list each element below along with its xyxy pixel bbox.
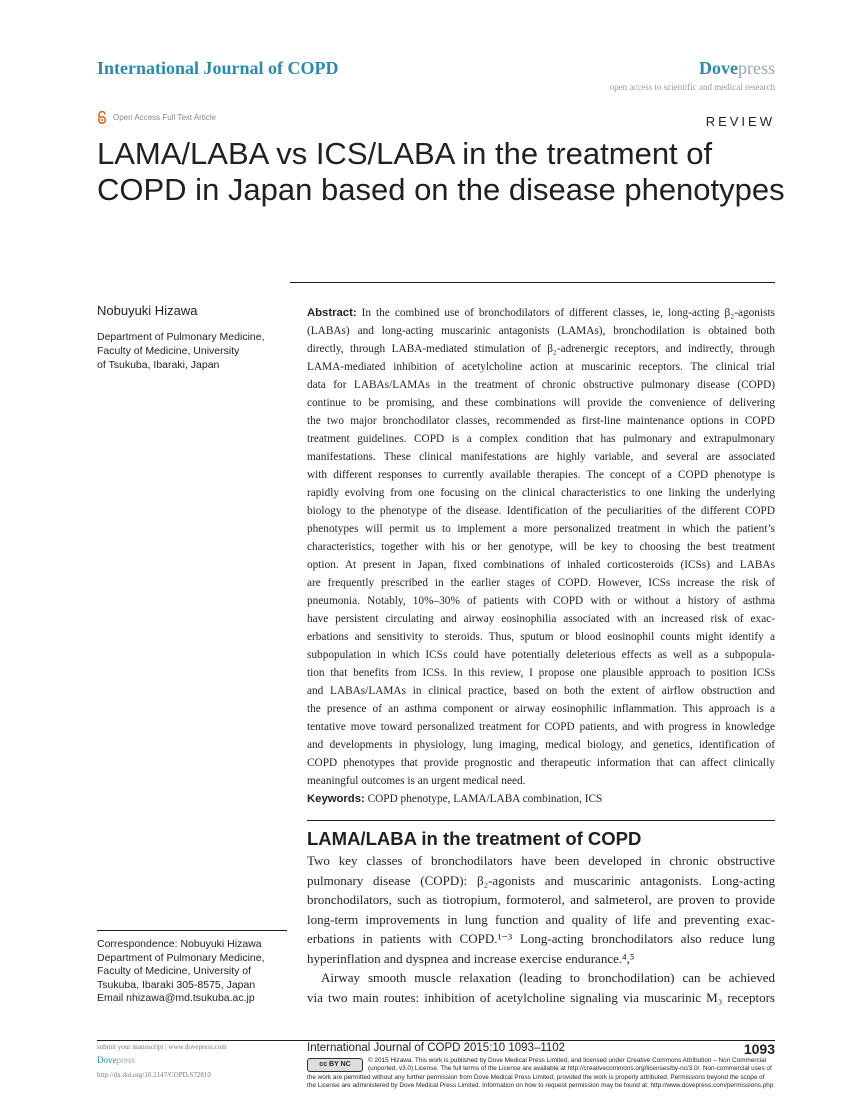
submit-manuscript-link[interactable]: submit your manuscript | www.dovepress.com xyxy=(97,1043,227,1051)
body-line: Airway smooth muscle relaxation (leading to bronchodilation) can be achieved xyxy=(321,970,775,985)
abstract-line: manifestations. These clinical manifestations are highly variable, and several are associated xyxy=(307,451,775,463)
footer-dove-logo xyxy=(97,1055,135,1065)
abstract-line: rapidly evolving from one focusing on the clinical characteristics to one linking the underlying xyxy=(307,487,775,499)
correspondence-line: Tsukuba, Ibaraki 305-8575, Japan xyxy=(97,978,256,991)
publisher-logo xyxy=(699,58,775,79)
correspondence-email[interactable]: Email nhizawa@md.tsukuba.ac.jp xyxy=(97,992,255,1004)
body-line: pulmonary disease (COPD): β₂-agonists and muscarinic antagonists. Long-acting xyxy=(307,872,775,888)
title-line: LAMA/LABA vs ICS/LABA in the treatment of xyxy=(97,136,713,171)
publisher-logo-a: Dove xyxy=(699,58,738,78)
license-block xyxy=(307,1057,775,1090)
divider xyxy=(97,930,287,931)
abstract-line: directly, through LABA-mediated stimulation of β₂-adrenergic receptors, and indirectly, through xyxy=(307,343,775,355)
open-access-lock-icon xyxy=(97,111,107,124)
affiliation-line: of Tsukuba, Ibaraki, Japan xyxy=(97,359,220,371)
divider xyxy=(307,820,775,821)
body-line: via two main routes: inhibition of acetylcholine signaling via muscarinic M₃ receptors xyxy=(307,989,775,1005)
abstract-line: treatment guidelines. COPD is a complex condition that has pulmonary and extrapulmonary xyxy=(307,433,775,445)
keywords-text: COPD phenotype, LAMA/LABA combination, ICS xyxy=(364,793,603,805)
abstract-line: are frequently prescribed in the earlier stages of COPD. However, ICSs increase the risk of xyxy=(307,577,775,589)
correspondence xyxy=(97,938,265,1006)
abstract xyxy=(307,304,775,790)
citation: International Journal of COPD 2015:10 1093–1102 xyxy=(307,1042,566,1054)
abstract-line: subpopulation in which ICSs could have potentially deleterious effects as well as a subpopula- xyxy=(307,649,775,661)
abstract-line: and LABAs/LAMAs in clinical practice, based on both the extent of airflow obstruction and xyxy=(307,685,775,697)
abstract-line: tion that benefits from ICSs. In this review, I propose one plausible approach to position ICSs xyxy=(307,667,775,679)
journal-title: International Journal of COPD xyxy=(97,58,339,78)
section-body xyxy=(307,851,775,1007)
abstract-label: Abstract: xyxy=(307,307,357,319)
abstract-line: data for LABAs/LAMAs in the treatment of chronic obstructive pulmonary disease (COPD) xyxy=(307,379,775,391)
affiliation-line: Faculty of Medicine, University xyxy=(97,345,240,357)
abstract-line: phenotypes will permit us to implement a more personalized treatment in which the patient’s xyxy=(307,523,775,535)
body-line: long-term improvements in lung function and quality of life and preventing exac- xyxy=(307,911,775,927)
publisher-logo-b: press xyxy=(738,58,775,78)
author-name: Nobuyuki Hizawa xyxy=(97,303,198,318)
abstract-line: tentative move toward personalized treatment for COPD patients, and with progress in knowledge xyxy=(307,721,775,733)
abstract-line: erbations and sensitivity to steroids. Thus, sputum or blood eosinophil counts might identify a xyxy=(307,631,775,643)
abstract-line: with different responses to currently available therapies. The concept of a COPD phenotype is xyxy=(307,469,775,481)
correspondence-line: Faculty of Medicine, University of xyxy=(97,965,252,977)
open-access-label xyxy=(97,111,216,124)
abstract-line: and developments in physiology, lung imaging, medical biology, and genetics, identification of xyxy=(307,739,775,751)
correspondence-line: Correspondence: Nobuyuki Hizawa xyxy=(97,938,262,950)
divider xyxy=(290,282,775,283)
abstract-line: meaningful outcomes is an urgent medical need. xyxy=(307,775,526,787)
abstract-text: In the combined use of bronchodilators of different classes, ie, long-acting β₂-agonists xyxy=(356,307,775,319)
article-type: REVIEW xyxy=(705,114,775,129)
affiliation xyxy=(97,330,265,372)
open-access-text: Open Access Full Text Article xyxy=(113,113,217,122)
body-line: erbations in patients with COPD.¹⁻³ Long-acting bronchodilators also reduce lung xyxy=(307,931,775,946)
license-text: © 2015 Hizawa. This work is published by Dove Medical Press Limited, and licensed under Creative Commons Attribution – Non Commercial (unported, v3.0) License. The full terms of the License are available at http://creativecommons.org/licenses/by-nc/3.0/. Non-commercial uses of the work are permitted without any further permission from Dove Medical Press Limited, provided the work is properly attributed. Permissions beyond the scope of the License are administered by Dove Medical Press Limited. Information on how to request permission may be found at: http://www.dovepress.com/permissions.php xyxy=(307,1057,774,1089)
abstract-line: COPD phenotypes that provide prognostic and therapeutic information that can affect clinically xyxy=(307,757,775,769)
footer-divider xyxy=(97,1040,775,1041)
correspondence-line: Department of Pulmonary Medicine, xyxy=(97,951,265,964)
abstract-line: pneumonia. Notably, 10%–30% of patients with COPD with or without a history of asthma xyxy=(307,595,775,607)
abstract-line: (LABAs) and long-acting muscarinic antagonists (LAMAs), bronchodilation is obtained both xyxy=(307,325,775,337)
footer-dove-a: Dove xyxy=(97,1055,117,1065)
abstract-line: continue to be promising, and these combinations will provide the convenience of delivering xyxy=(307,397,775,409)
body-line: hyperinflation and dyspnea and increase exercise endurance.⁴,⁵ xyxy=(307,950,635,966)
body-line: Two key classes of bronchodilators have been developed in chronic obstructive xyxy=(307,853,775,868)
footer-dove-b: press xyxy=(116,1055,135,1065)
cc-license-icon: cc BY NC xyxy=(307,1058,363,1072)
article-title xyxy=(97,136,785,208)
abstract-line: option. At present in Japan, fixed combinations of inhaled corticosteroids (ICSs) and LABAs xyxy=(307,559,775,571)
abstract-line: the two major bronchodilator classes, recommended as first-line maintenance options in COPD xyxy=(307,415,775,427)
doi-link[interactable]: http://dx.doi.org/10.2147/COPD.S72810 xyxy=(97,1071,211,1079)
abstract-line: characteristics, together with his or her genotype, will be key to choosing the best treatment xyxy=(307,541,775,553)
publisher-tagline: open access to scientific and medical research xyxy=(609,82,775,92)
abstract-line: have persistent circulating and airway eosinophilia associated with an increased risk of exac- xyxy=(307,613,775,625)
keywords-label: Keywords: xyxy=(307,793,365,805)
abstract-line xyxy=(307,304,775,322)
page-number: 1093 xyxy=(743,1041,775,1057)
keywords xyxy=(307,793,602,805)
title-line: COPD in Japan based on the disease phenotypes xyxy=(97,172,785,207)
abstract-line: the presence of an asthma component or airway eosinophilic inflammation. This approach is a xyxy=(307,703,775,715)
section-heading: LAMA/LABA in the treatment of COPD xyxy=(307,828,642,849)
body-line: bronchodilators, such as tiotropium, formoterol, and salmeterol, are proven to provide xyxy=(307,892,775,907)
affiliation-line: Department of Pulmonary Medicine, xyxy=(97,331,265,343)
abstract-line: biology to the phenotype of the disease. Identification of the peculiarities of the different COPD xyxy=(307,505,775,517)
abstract-line: LAMA-mediated inhibition of acetylcholine action at muscarinic receptors. The clinical trial xyxy=(307,361,775,373)
